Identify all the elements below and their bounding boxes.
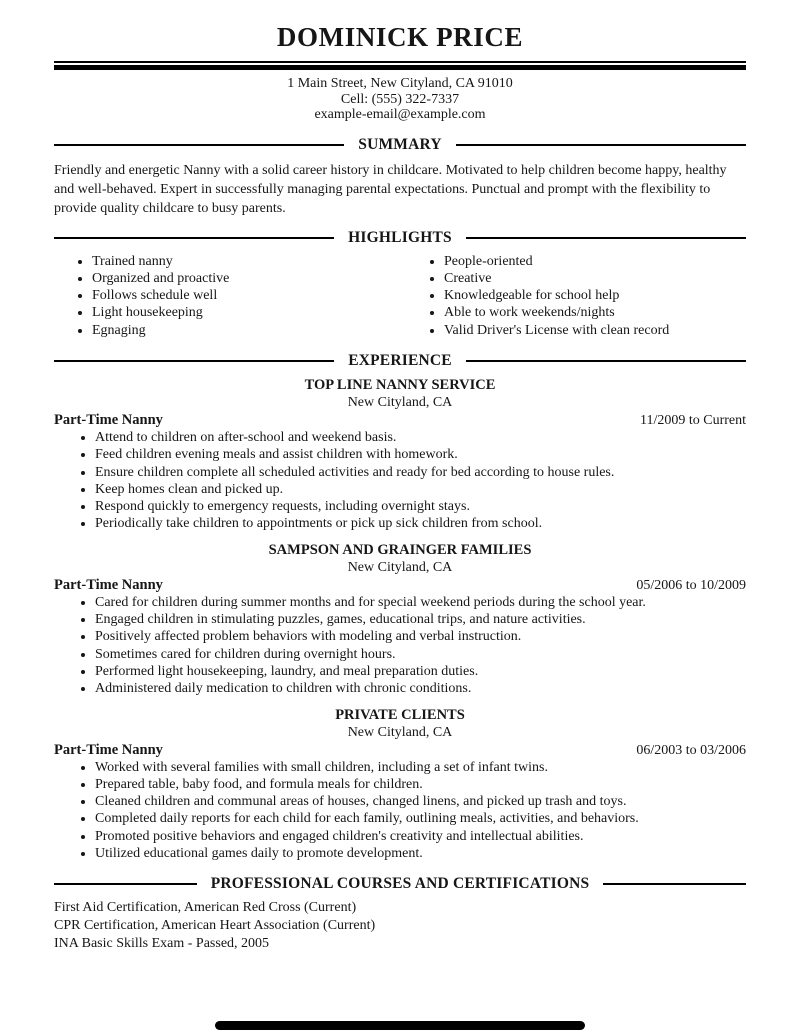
job-bullet: • Administered daily medication to children with chronic conditions.: [95, 680, 746, 697]
highlight-item: • Knowledgeable for school help: [444, 287, 746, 304]
job-title: Part-Time Nanny: [54, 411, 163, 428]
highlight-item: • Creative: [444, 270, 746, 287]
heading-rule-left: [54, 360, 334, 362]
job-location: New Cityland, CA: [347, 724, 453, 740]
highlight-item: • Follows schedule well: [92, 287, 400, 304]
contact-block: [54, 76, 746, 123]
job-bullets: [54, 594, 746, 698]
job-bullet: • Prepared table, baby food, and formula meals for children.: [95, 776, 746, 793]
highlight-item: • Organized and proactive: [92, 270, 400, 287]
certifications-title: PROFESSIONAL COURSES AND CERTIFICATIONS: [210, 875, 590, 893]
page-bottom-bar: [215, 1021, 585, 1030]
heading-rule-right: [456, 144, 746, 146]
heading-rule-right: [603, 883, 746, 885]
contact-phone: Cell: (555) 322-7337: [340, 91, 460, 107]
highlight-item: • Light housekeeping: [92, 304, 400, 321]
job-bullet: • Engaged children in stimulating puzzles, games, educational trips, and nature activities.: [95, 611, 746, 628]
job-bullet: • Respond quickly to emergency requests, including overnight stays.: [95, 498, 746, 515]
candidate-name: DOMINICK PRICE: [276, 22, 524, 52]
job-entry: [54, 377, 746, 533]
section-heading-certifications: [54, 875, 746, 893]
highlight-item: • People-oriented: [444, 253, 746, 270]
job-bullet: • Sometimes cared for children during overnight hours.: [95, 646, 746, 663]
job-company: PRIVATE CLIENTS: [335, 706, 465, 723]
summary-text: Friendly and energetic Nanny with a solid career history in childcare. Motivated to help children become happy, healthy and well-behaved. Expert in successfully managing parental expectations. Punctual and prompt with the flexibility to provide quality childcare to busy parents.: [54, 162, 727, 216]
job-bullet: • Completed daily reports for each child for each family, outlining meals, activities, and behaviors.: [95, 810, 746, 827]
certification-item: CPR Certification, American Heart Association (Current): [54, 917, 376, 933]
job-bullet: • Ensure children complete all scheduled activities and ready for bed according to house rules.: [95, 464, 746, 481]
heading-rule-right: [466, 237, 746, 239]
job-header: [54, 412, 746, 429]
heading-rule-right: [466, 360, 746, 362]
job-entry: [54, 707, 746, 863]
job-company: TOP LINE NANNY SERVICE: [304, 376, 496, 393]
certification-item: INA Basic Skills Exam - Passed, 2005: [54, 935, 270, 951]
job-dates: 05/2006 to 10/2009: [636, 577, 746, 593]
job-title: Part-Time Nanny: [54, 576, 163, 593]
experience-title: EXPERIENCE: [348, 351, 452, 369]
contact-email: example-email@example.com: [314, 107, 486, 122]
job-header: [54, 577, 746, 594]
job-dates: 11/2009 to Current: [639, 412, 746, 428]
job-bullet: • Performed light housekeeping, laundry, and meal preparation duties.: [95, 663, 746, 680]
summary-title: SUMMARY: [358, 135, 442, 153]
job-bullet: • Periodically take children to appointments or pick up sick children from school.: [95, 515, 746, 532]
job-bullet: • Keep homes clean and picked up.: [95, 481, 746, 498]
job-bullet: • Feed children evening meals and assist children with homework.: [95, 446, 746, 463]
job-entry: [54, 542, 746, 698]
job-dates: 06/2003 to 03/2006: [636, 742, 746, 758]
highlight-item: • Able to work weekends/nights: [444, 304, 746, 321]
highlight-item: • Egnaging: [92, 322, 400, 339]
job-bullets: [54, 759, 746, 863]
highlights-title: HIGHLIGHTS: [348, 228, 452, 246]
job-bullet: • Promoted positive behaviors and engaged children's creativity and intellectual abilities.: [95, 828, 746, 845]
highlights-list-left: [54, 253, 400, 339]
certification-item: First Aid Certification, American Red Cross (Current): [54, 900, 357, 916]
certification-list: [54, 899, 746, 952]
section-heading-summary: [54, 136, 746, 154]
section-heading-experience: [54, 352, 746, 370]
highlight-item: • Trained nanny: [92, 253, 400, 270]
heading-rule-left: [54, 237, 334, 239]
job-bullet: • Cleaned children and communal areas of houses, changed linens, and picked up trash and toys.: [95, 793, 746, 810]
job-title: Part-Time Nanny: [54, 741, 163, 758]
job-bullets: [54, 429, 746, 533]
highlight-item: • Valid Driver's License with clean record: [444, 322, 746, 339]
heading-rule-left: [54, 144, 344, 146]
highlights-list-right: [400, 253, 746, 339]
heading-rule-left: [54, 883, 197, 885]
highlights-columns: [54, 253, 746, 339]
job-location: New Cityland, CA: [347, 559, 453, 575]
job-bullet: • Attend to children on after-school and weekend basis.: [95, 429, 746, 446]
job-bullet: • Cared for children during summer months and for special weekend periods during the school year.: [95, 594, 746, 611]
job-bullet: • Utilized educational games daily to promote development.: [95, 845, 746, 862]
job-bullet: • Positively affected problem behaviors with modeling and verbal instruction.: [95, 628, 746, 645]
section-heading-highlights: [54, 229, 746, 247]
job-header: [54, 742, 746, 759]
job-location: New Cityland, CA: [347, 394, 453, 410]
job-company: SAMPSON AND GRAINGER FAMILIES: [268, 541, 532, 558]
header-divider: [54, 61, 746, 70]
job-bullet: • Worked with several families with small children, including a set of infant twins.: [95, 759, 746, 776]
contact-address: 1 Main Street, New Cityland, CA 91010: [287, 76, 513, 91]
